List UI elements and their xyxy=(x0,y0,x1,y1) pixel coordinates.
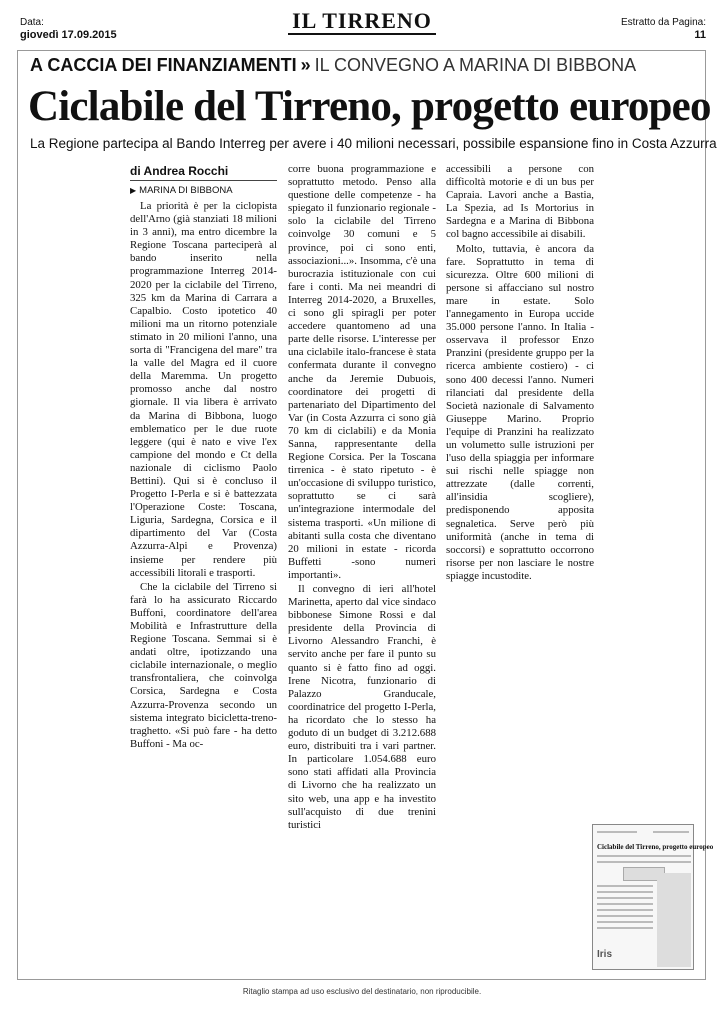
page-extract-block xyxy=(621,17,706,41)
reproduction-notice: Ritaglio stampa ad uso esclusivo del destinatario, non riproducibile. xyxy=(242,987,482,996)
clipping-date: giovedì 17.09.2015 xyxy=(20,29,117,41)
paragraph: Che la ciclabile del Tirreno si farà lo ha assicurato Riccardo Buffoni, coordinatore dell'area Mobilità e Infrastrutture della Regione Toscana. Semmai si è andati oltre, ipotizzando una ciclabile internazionale, o meglio transfrontaliera, che coinvolga Corsica, Sardegna e Costa Azzurra-Provenza secondo un sistema integrato bicicletta-treno-traghetto. «Si può fare - ha detto Buffoni - Ma oc- xyxy=(130,580,277,750)
paragraph: Molto, tuttavia, è ancora da fare. Soprattutto in tema di sicurezza. Oltre 600 milioni di persone si affacciano sul nostro mare in estate. Solo l'annegamento in Europa uccide 35.000 persone l'anno. In Italia - osservava il professor Enzo Pranzini (presidente gruppo per la ricerca ambiente costiero) - ci sono 400 decessi l'anno. Numeri rilanciati dal presidente della Società nazionale di Salvamento Giuseppe Marino. Proprio l'equipe di Pranzini ha realizzato un volumetto sulle istruzioni per l'uso della spiaggia per informare sui rischi nelle spiagge non attrezzate (dalle correnti, all'insidia scogliere), predisponendo apposita segnaletica. Serve però più uniformità (anche in tema di soccorsi) e soprattutto occorrono risorse per non lasciare le nostre spiagge incustodite. xyxy=(446,242,594,582)
paragraph: La priorità è per la ciclopista dell'Arno (già stanziati 18 milioni in 3 anni), ma entro dicembre la Regione Toscana parteciperà al bando inserito nella programmazione Interreg 2014-2020 per la ciclabile del Tirreno, 325 km da Marina di Carrara a Capalbio. Costo ipotetico 40 milioni ma un ritorno potenziale stimato in 20 milioni l'anno, una sorta di "Francigena del mare" tra la valle del Magra ed il cuore della Maremma. Un progetto promosso anche dal nostro giornale. Il via libera è arrivato da Marina di Bibbona, luogo emblematico per le due ruote leggere (qui è nato e vive l'ex campione del mondo e Ct della nazionale di ciclismo Paolo Bettini). Qui si è concluso il Progetto I-Perla e si è battezzata l'Operazione Coste: Toscana, Liguria, Sardegna, Corsica e il dipartimento del Var (Costa Azzurra-Alpi e Provenza) insieme per rendere più accessibili litorali e trasporti. xyxy=(130,200,277,579)
dateline-marker-icon: ▶ xyxy=(130,186,137,195)
dateline xyxy=(130,185,277,196)
article-byline xyxy=(130,164,277,196)
thumb-line xyxy=(597,927,653,929)
article-column-2 xyxy=(288,163,436,832)
author-name: di Andrea Rocchi xyxy=(130,164,277,181)
date-label: Data: xyxy=(20,17,44,28)
newspaper-masthead xyxy=(0,8,724,34)
paragraph: accessibili a persone con difficoltà motorie e di un bus per Capraia. Lavori anche a Bastia, La Spezia, ad Is Mortorius in Sardegna e a Marina di Bibbona col bagno accessibile ai disabili. xyxy=(446,163,594,241)
paragraph: Il convegno di ieri all'hotel Marinetta, aperto dal vice sindaco bibbonese Simone Rossi e dal presidente della Provincia di Livorno Alessandro Franchi, è servito anche per fare il punto su quanto si è fatto fino ad oggi. Irene Nicotra, funzionario di Palazzo Granducale, coordinatrice del progetto I-Perla, ha ricordato che lo stesso ha goduto di un budget di 3.212.688 euro, distribuiti tra i vari partner. In particolare 1.054.688 euro sono stati affidati alla Provincia di Livorno che ha realizzato un sito web, una app e ha investito sull'acquisto di due trenini turistici xyxy=(288,583,436,831)
thumb-line xyxy=(597,885,653,887)
thumb-line xyxy=(597,921,653,923)
thumb-line xyxy=(597,891,653,893)
thumb-line xyxy=(653,831,689,833)
page-label: Estratto da Pagina: xyxy=(620,17,706,28)
paragraph: corre buona programmazione e soprattutto metodo. Penso alla questione delle competenze - ha spiegato il funzionario regionale - solo la ciclabile del Tirreno coinvolge 30 comuni e 5 province, poi ci sono enti, associazioni...». Insomma, c'è una burocrazia istituzionale con cui fare i conti. Ma nei meandri di Interreg 2014-2020, a Bruxelles, ci sono gli spiragli per poter accedere quantomeno ad una parte delle risorse. L'interesse per una ciclabile italo-francese è stata confermata durante il convegno anche da Jeremie Dubuois, coordinatore dei progetti di partenariato del Dipartimento del Var (in Costa Azzurra ci sono già 70 km di ciclabili) e da Monia Sanna, rappresentante della Regione Corsica. Per la Toscana tirrenica - è stato ripetuto - è un'occasione di sviluppo turistico, soprattutto se ci sarà un'integrazione intermodale del sistema trasporti. «Un milione di abitanti sulla costa che diventano 20 milioni in estate - ricorda Buffetti -sono numeri importanti». xyxy=(288,163,436,581)
masthead-title: IL TIRRENO xyxy=(288,8,436,35)
thumbnail-headline: Ciclabile del Tirreno, progetto europeo xyxy=(597,843,714,851)
thumb-line xyxy=(597,855,691,857)
page-number: 11 xyxy=(694,29,706,41)
kicker-separator-icon: » xyxy=(300,55,311,75)
article-column-1 xyxy=(130,200,277,751)
page-thumbnail xyxy=(592,824,714,970)
article-column-3 xyxy=(446,163,594,583)
thumb-line xyxy=(597,909,653,911)
thumb-line xyxy=(597,915,653,917)
thumbnail-logo: Iris xyxy=(597,949,613,960)
thumb-line xyxy=(597,861,691,863)
article-kicker xyxy=(30,54,636,76)
dateline-place: MARINA DI BIBBONA xyxy=(139,185,233,196)
article-headline: Ciclabile del Tirreno, progetto europeo xyxy=(28,83,711,130)
thumb-line xyxy=(597,897,653,899)
thumb-line xyxy=(597,831,637,833)
article-subheadline: La Regione partecipa al Bando Interreg per avere i 40 milioni necessari, possibile espansione fino in Costa Azzurra xyxy=(30,136,717,151)
kicker-secondary: IL CONVEGNO A MARINA DI BIBBONA xyxy=(314,55,637,75)
thumb-grey-block xyxy=(657,873,691,967)
thumb-line xyxy=(597,903,653,905)
kicker-primary: A CACCIA DEI FINANZIAMENTI xyxy=(30,55,297,75)
